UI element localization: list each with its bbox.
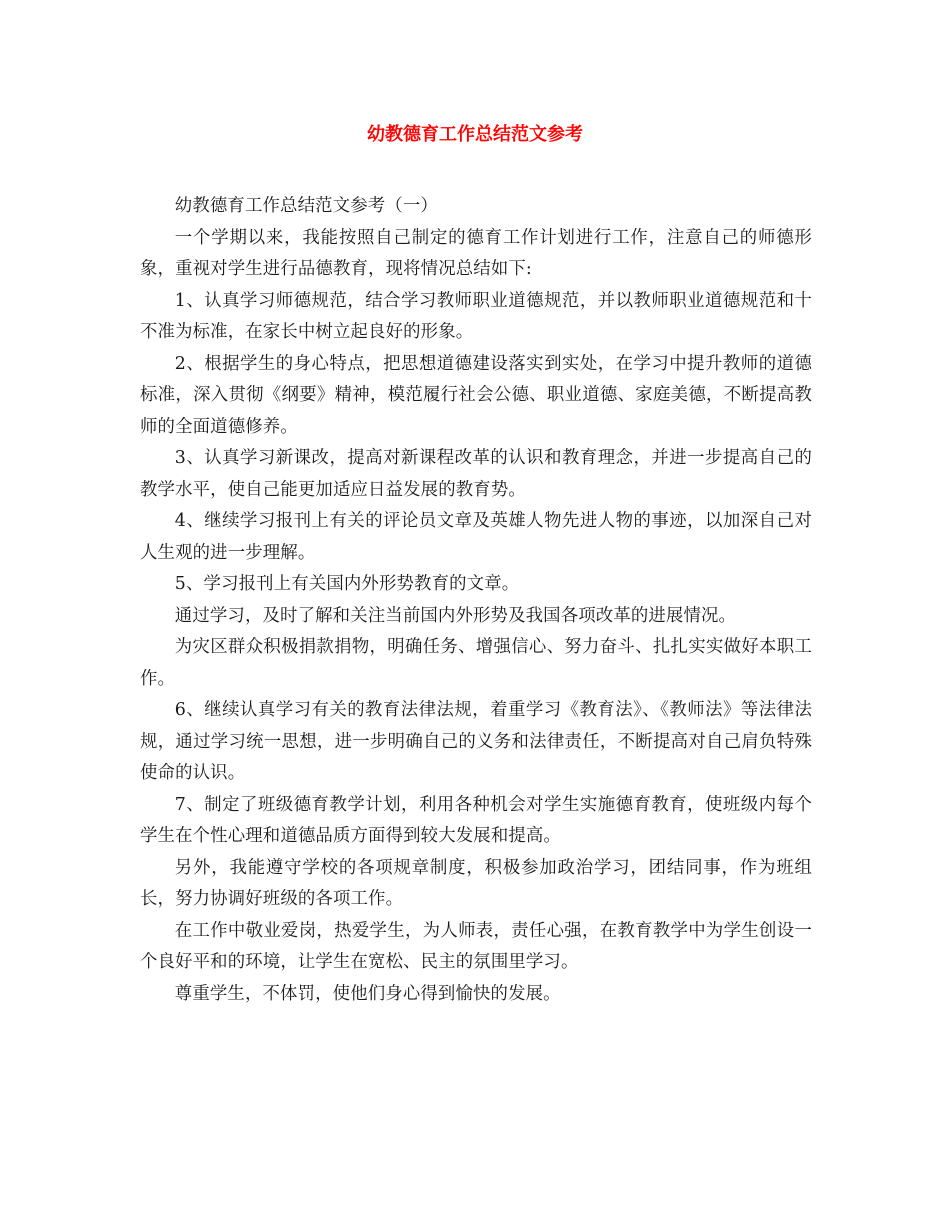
- paragraph: 3、认真学习新课改，提高对新课程改革的认识和教育理念，并进一步提高自己的教学水平，使自己能更加适应日益发展的教育势。: [140, 448, 812, 500]
- paragraph: 幼教德育工作总结范文参考（一）: [174, 196, 438, 216]
- paragraph: 1、认真学习师德规范，结合学习教师职业道德规范，并以教师职业道德规范和十不准为标准，在家长中树立起良好的形象。: [140, 290, 812, 342]
- paragraph: 尊重学生，不体罚，使他们身心得到愉快的发展。: [174, 983, 561, 1004]
- paragraph: 在工作中敬业爱岗，热爱学生，为人师表，责任心强，在教育教学中为学生创设一个良好平和的环境，让学生在宽松、民主的氛围里学习。: [140, 920, 812, 972]
- paragraph: 7、制定了班级德育教学计划，利用各种机会对学生实施德育教育，使班级内每个学生在个性心理和道德品质方面得到较大发展和提高。: [140, 794, 812, 846]
- paragraph: 6、继续认真学习有关的教育法律法规，着重学习《教育法》、《教师法》等法律法规，通过学习统一思想，进一步明确自己的义务和法律责任，不断提高对自己肩负特殊使命的认识。: [140, 700, 812, 783]
- paragraph: 为灾区群众积极捐款捐物，明确任务、增强信心、努力奋斗、扎扎实实做好本职工作。: [140, 637, 812, 689]
- document-title: 幼教德育工作总结范文参考: [367, 124, 583, 145]
- paragraph: 4、继续学习报刊上有关的评论员文章及英雄人物先进人物的事迹，以加深自己对人生观的进一步理解。: [140, 511, 812, 563]
- document-body: [140, 191, 812, 1010]
- paragraph: 另外，我能遵守学校的各项规章制度，积极参加政治学习，团结同事，作为班组长，努力协调好班级的各项工作。: [140, 857, 812, 909]
- paragraph: 一个学期以来，我能按照自己制定的德育工作计划进行工作，注意自己的师德形象，重视对学生进行品德教育，现将情况总结如下:: [140, 227, 812, 279]
- paragraph: 2、根据学生的身心特点，把思想道德建设落实到实处，在学习中提升教师的道德标准，深入贯彻《纲要》精神，模范履行社会公德、职业道德、家庭美德，不断提高教师的全面道德修养。: [140, 353, 812, 437]
- paragraph: 5、学习报刊上有关国内外形势教育的文章。: [174, 574, 520, 594]
- paragraph: 通过学习，及时了解和关注当前国内外形势及我国各项改革的进展情况。: [174, 605, 737, 626]
